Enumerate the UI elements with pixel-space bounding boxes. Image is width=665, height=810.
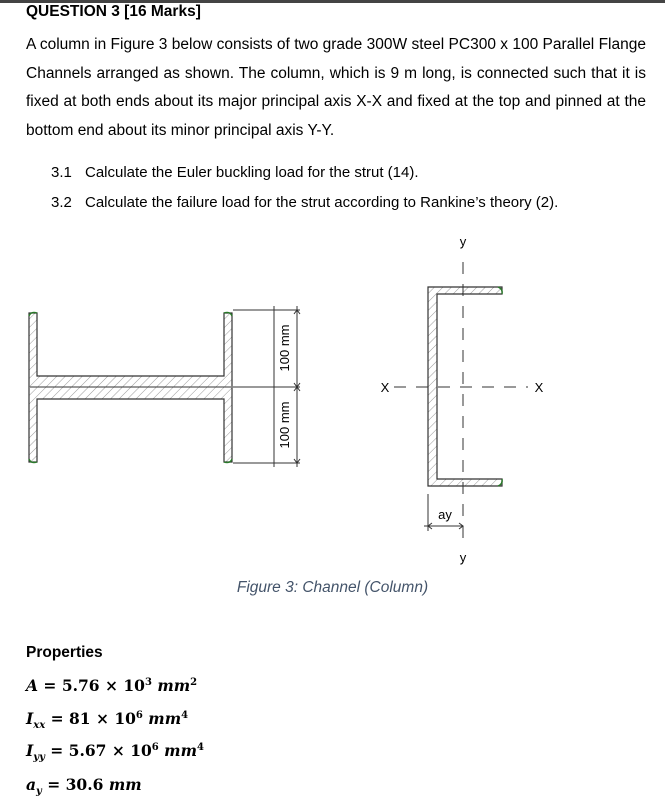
axis-lines [394,262,528,546]
axis-y-bottom-label: y [459,550,467,565]
dimension-lower-label: 100 mm [277,401,292,449]
axis-x-right-label: X [534,380,544,395]
question-number: 3.2 [51,194,72,211]
axis-x-left-label: X [380,380,390,395]
question-item-3-2 [51,194,558,211]
figure-caption: Figure 3: Channel (Column) [236,579,429,596]
question-text: Calculate the failure load for the strut according to Rankine’s theory (2). [85,194,559,211]
question-intro: A column in Figure 3 below consists of two grade 300W steel PC300 x 100 Parallel Flange Channels arranged as shown. The column, which is 9 m long, is connected such that it is fixed at both ends about its major principal axis X-X and fixed at the top and pinned at the bottom end about its minor principal axis Y-Y. [26,36,646,139]
ay-label: ay [438,507,452,522]
properties-title: Properties [26,644,103,661]
question-text: Calculate the Euler buckling load for the strut (14). [85,164,419,181]
double-channel-section [29,312,232,462]
axis-y-top-label: y [459,234,467,249]
property-ixx: $I_{xx} = 81 \times 10^6$ $mm^4$ [26,709,189,732]
property-ay: $a_y = 30.6$ mm [26,775,142,798]
question-item-3-1 [51,164,419,181]
question-heading: QUESTION 3 [16 Marks] [26,3,201,20]
question-number: 3.1 [51,164,72,181]
property-area: $A = 5.76 \times 10^3$ $mm^2$ [26,676,198,695]
dimension-upper-label: 100 mm [277,324,292,372]
column-figure [0,225,665,575]
property-iyy: $I_{yy} = 5.67 \times 10^6$ $mm^4$ [26,741,204,764]
